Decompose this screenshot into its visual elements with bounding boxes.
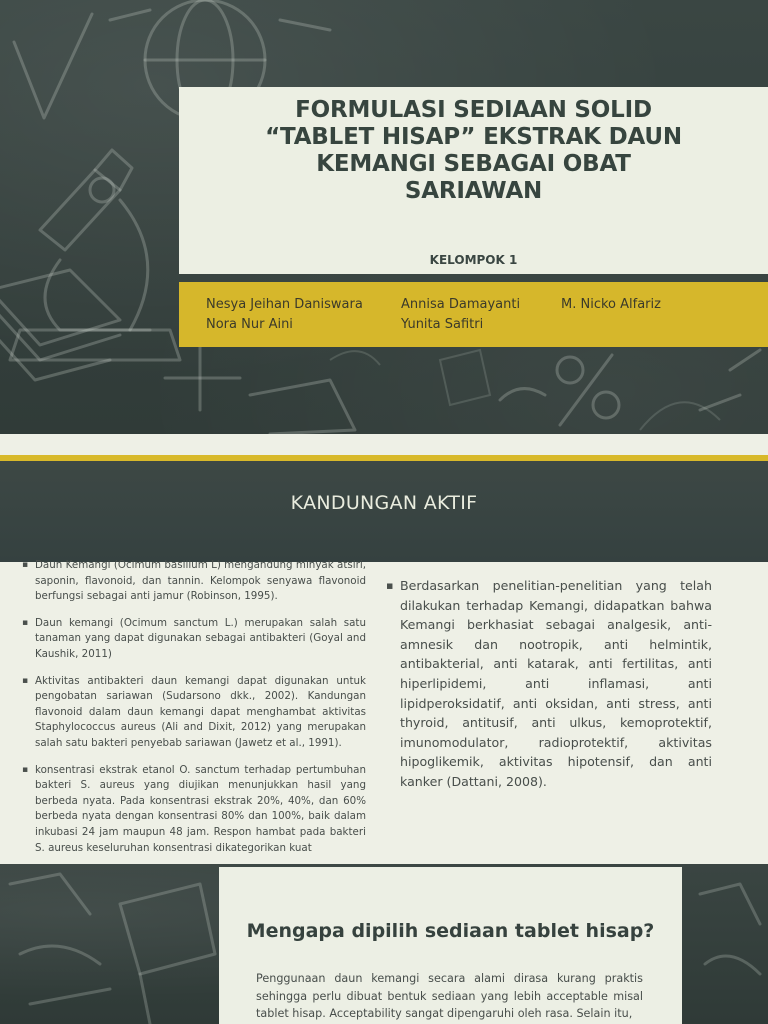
slide-title: Mengapa dipilih sediaan tablet hisap? bbox=[246, 920, 655, 942]
member-name: Annisa Damayanti bbox=[401, 297, 521, 312]
body-paragraph: Penggunaan daun kemangi secara alami dirasa kurang praktis sehingga perlu dibuat bentuk sediaan yang lebih acceptable misal tablet hisap. Acceptability sangat dipengaruhi oleh rasa. Selain itu, bbox=[256, 972, 643, 1021]
content-slide-kandungan-aktif bbox=[0, 434, 768, 864]
list-item: ▪ konsentrasi ekstrak etanol O. sanctum terhadap pertumbuhan bakteri S. aureus yang diujikan menunjukkan hasil yang berbeda nyata. Pada konsentrasi ekstrak 20%, 40%, dan 60% berbeda nyata dengan konsentrasi 80% dan 100%, baik dalam inkubasi 24 jam maupun 48 jam. Respon hambat pada bakteri S. aureus keseluruhan konsentrasi dikategorikan kuat bbox=[22, 763, 366, 857]
member-name: Nesya Jeihan Daniswara bbox=[206, 297, 363, 312]
members-band bbox=[179, 282, 768, 347]
list-item: ▪ Berdasarkan penelitian-penelitian yang telah dilakukan terhadap Kemangi, didapatkan bahwa Kemangi berkhasiat sebagai analgesik, anti-amnesik dan nootropik, anti helmintik, antibakterial, anti katarak, anti fertilitas, anti hiperlipidemi, anti inflamasi, anti lipidperoksidatif, anti oksidan, anti stress, anti thyroid, antitusif, anti ulkus, kemoprotektif, imunomodulator, radioprotektif, aktivitas hipoglikemik, aktivitas hipotensif, dan anti kanker (Dattani, 2008). bbox=[386, 576, 712, 792]
right-bullet-list bbox=[386, 576, 712, 792]
member-name: Yunita Safitri bbox=[401, 317, 484, 332]
slide-gap bbox=[0, 434, 768, 454]
group-label: KELOMPOK 1 bbox=[429, 253, 518, 267]
title-box bbox=[179, 87, 768, 274]
title-slide bbox=[0, 0, 768, 434]
member-name: Nora Nur Aini bbox=[206, 317, 293, 332]
list-item: ▪ Aktivitas antibakteri daun kemangi dapat digunakan untuk pengobatan sariawan (Sudarsono dkk., 2002). Kandungan flavonoid dalam daun kemangi dapat menghambat aktivitas Staphylococcus aureus (Ali and Dixit, 2012) yang merupakan salah satu bakteri penyebab sariawan (Jawetz et al., 1991). bbox=[22, 674, 366, 752]
list-item: ▪ Daun Kemangi (Ocimum basilium L) mengandung minyak atsiri, saponin, flavonoid, dan tannin. Kelompok senyawa flavonoid berfungsi sebagai anti jamur (Robinson, 1995). bbox=[22, 558, 366, 605]
content-slide-why-lozenge bbox=[0, 864, 768, 1024]
slide-title: FORMULASI SEDIAAN SOLID “TABLET HISAP” EKSTRAK DAUN KEMANGI SEBAGAI OBAT SARIAWAN bbox=[265, 97, 682, 204]
member-name: M. Nicko Alfariz bbox=[561, 297, 661, 312]
slide-heading: KANDUNGAN AKTIF bbox=[290, 492, 478, 514]
content-card bbox=[219, 867, 682, 1024]
list-item: ▪ Daun kemangi (Ocimum sanctum L.) merupakan salah satu tanaman yang dapat digunakan sebagai antibakteri (Goyal and Kaushik, 2011) bbox=[22, 616, 366, 663]
left-bullet-list bbox=[22, 558, 366, 864]
